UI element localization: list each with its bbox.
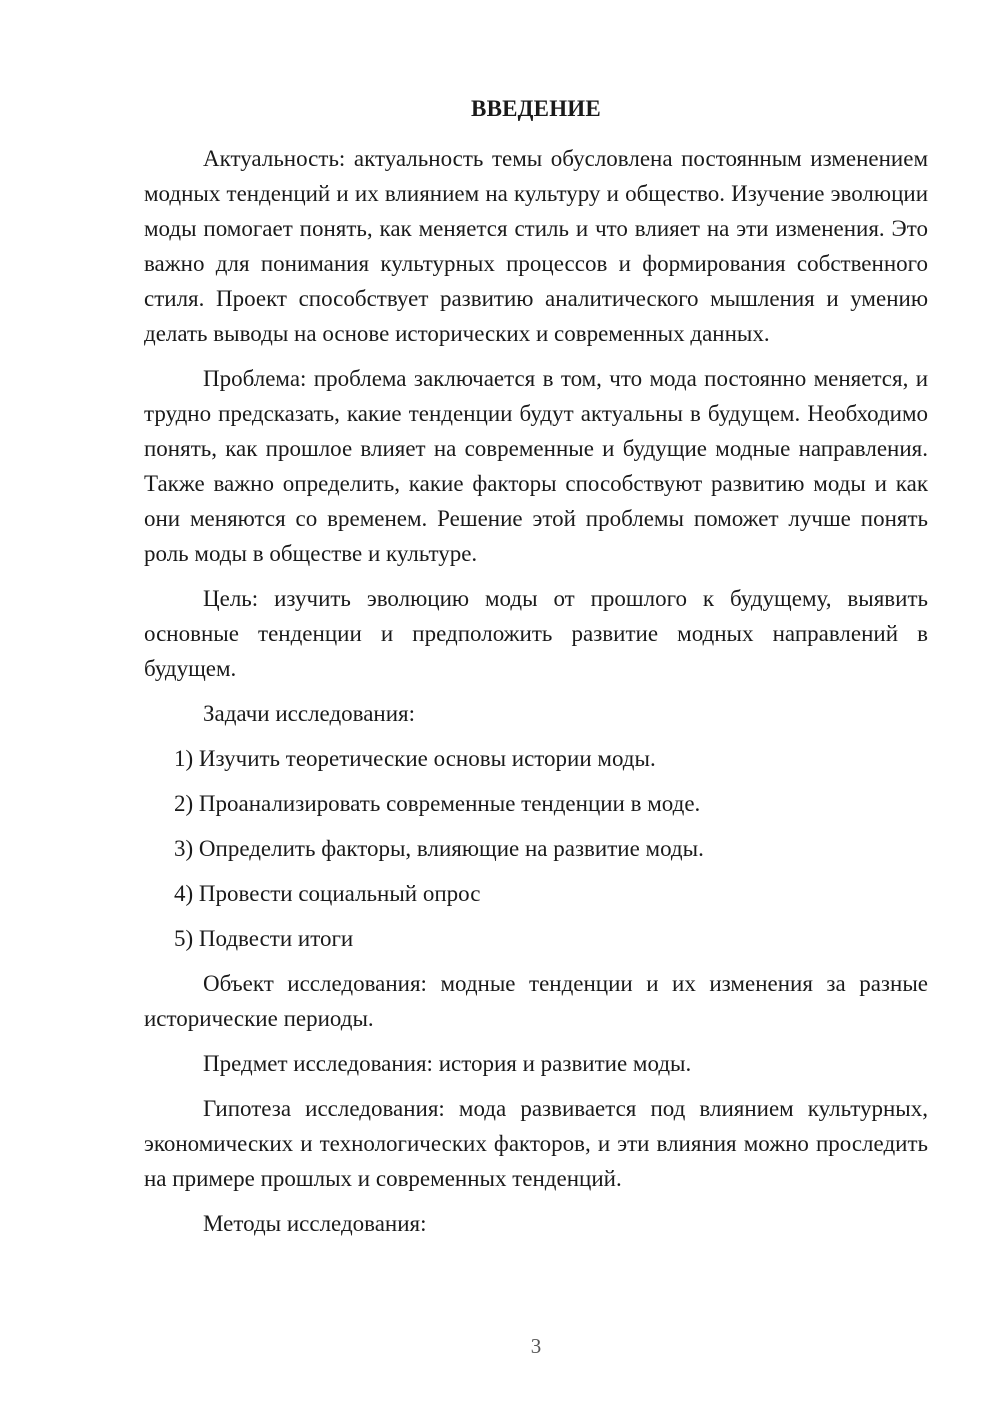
paragraph-problem: Проблема: проблема заключается в том, что мода постоянно меняется, и трудно предсказать, какие тенденции будут актуальны в будущем. Необходимо понять, как прошлое влияет на современные и будущие модные направления. Также важно определить, какие факторы способствуют развитию моды и как они меняются со временем. Решение этой проблемы поможет лучше понять роль моды в обществе и культуре.: [144, 366, 928, 566]
list-item-task-4: 4) Провести социальный опрос: [174, 881, 481, 906]
paragraph-goal: Цель: изучить эволюцию моды от прошлого к будущему, выявить основные тенденции и предположить развитие модных направлений в будущем.: [144, 586, 928, 681]
paragraph-hypothesis: Гипотеза исследования: мода развивается под влиянием культурных, экономических и технологических факторов, и эти влияния можно проследить на примере прошлых и современных тенденций.: [144, 1096, 928, 1191]
paragraph-methods-heading: Методы исследования:: [203, 1211, 427, 1236]
list-item-task-2: 2) Проанализировать современные тенденции в моде.: [174, 791, 701, 816]
section-title: ВВЕДЕНИЕ: [471, 96, 601, 121]
list-item-task-3: 3) Определить факторы, влияющие на развитие моды.: [174, 836, 704, 861]
tasks-list: [144, 741, 928, 956]
paragraph-tasks-heading: Задачи исследования:: [203, 701, 416, 726]
document-body: [144, 141, 928, 1251]
page-number: 3: [530, 1334, 542, 1358]
paragraph-subject: Предмет исследования: история и развитие моды.: [203, 1051, 692, 1076]
list-item-task-5: 5) Подвести итоги: [174, 926, 354, 951]
list-item-task-1: 1) Изучить теоретические основы истории моды.: [174, 746, 656, 771]
paragraph-relevance: Актуальность: актуальность темы обусловлена постоянным изменением модных тенденций и их влиянием на культуру и общество. Изучение эволюции моды помогает понять, как меняется стиль и что влияет на эти изменения. Это важно для понимания культурных процессов и формирования собственного стиля. Проект способствует развитию аналитического мышления и умению делать выводы на основе исторических и современных данных.: [144, 146, 928, 346]
paragraph-object: Объект исследования: модные тенденции и их изменения за разные исторические периоды.: [144, 971, 928, 1031]
